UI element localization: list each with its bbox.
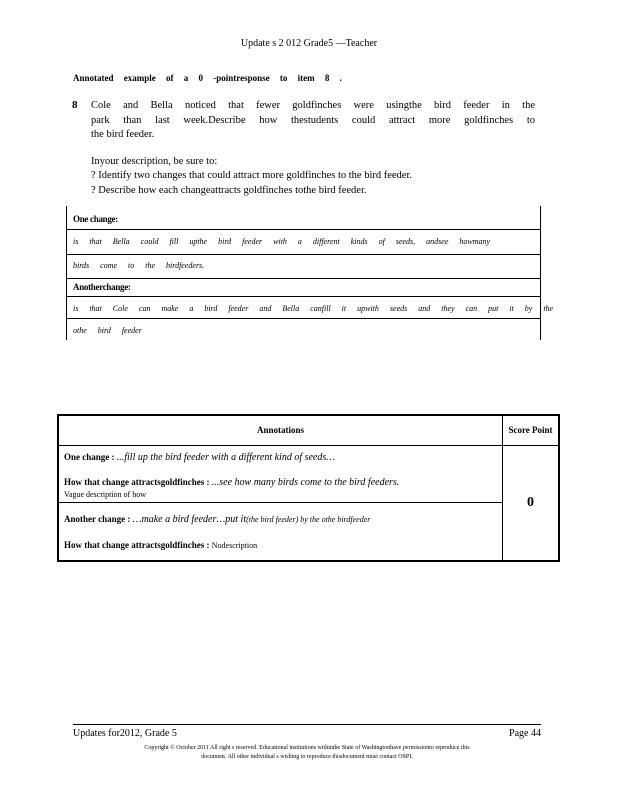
annotation-row-another-change <box>64 514 370 525</box>
question-line-2: park than last week.Describe how thestudents could attract more goldfinches to <box>91 114 535 126</box>
annotations-body <box>58 445 503 561</box>
annotation-quote-rest: (the bird feeder) by the othe birdfeeder <box>246 514 371 524</box>
question-number: 8 <box>72 99 78 111</box>
copyright-notice <box>73 744 541 762</box>
response-rule <box>67 229 540 230</box>
bullet-identify: ? Identify two changes that could attract more goldfinches to the bird feeder. <box>91 170 413 181</box>
response-label-one-change: One change: <box>73 214 118 224</box>
annotation-row-how-1 <box>64 477 399 488</box>
annotations-header: Annotations <box>58 415 503 445</box>
annotation-note-vague: Vague description of how <box>64 489 146 499</box>
response-rule <box>67 318 540 319</box>
question-line-1: Cole and Bella noticed that fewer goldfinches were usingthe bird feeder in the <box>91 100 535 111</box>
annotation-label: How that change attractsgoldfinches : <box>64 476 210 487</box>
annotation-quote: ...fill up the bird feeder with a different kind of seeds… <box>116 451 336 463</box>
response-text-1b: birds come to the birdfeeders. <box>73 261 205 270</box>
response-rule <box>67 278 540 279</box>
annotation-note-no-description: Nodescription <box>211 540 258 550</box>
annotations-table <box>57 414 560 562</box>
question-instruction: Inyour description, be sure to: <box>91 156 218 167</box>
response-text-2a: is that Cole can make a bird feeder and Bella canfill it upwith seeds and they can put it by the <box>73 304 554 313</box>
annotated-example-title: Annotated example of a 0 -pointresponse to item 8 . <box>73 73 342 83</box>
annotation-label: How that change attractsgoldfinches : <box>64 539 210 550</box>
student-response-box <box>66 206 554 340</box>
annotation-quote: …make a bird feeder…put it <box>132 513 247 525</box>
question-text <box>91 99 535 143</box>
annotation-quote: ...see how many birds come to the bird feeders. <box>211 476 400 488</box>
copyright-line-2: document. All other individual s wishing to reproduce thisdocument must contact OSPI. <box>201 754 413 760</box>
response-text-2b: othe bird feeder <box>73 326 142 335</box>
response-rule <box>67 296 540 297</box>
score-point-header: Score Point <box>503 415 560 445</box>
page-header: Update s 2 012 Grade5 —Teacher <box>240 38 378 49</box>
response-text-1a: is that Bella could fill upthe bird feeder with a different kinds of seeds, andsee howmany <box>73 237 491 246</box>
annotation-row-how-2 <box>64 540 257 550</box>
score-value: 0 <box>503 445 560 561</box>
annotation-label: Another change : <box>64 513 131 524</box>
response-label-another-change: Anotherchange: <box>73 282 131 292</box>
footer-left: Updates for2012, Grade 5 <box>73 728 177 739</box>
copyright-line-1: Copyright © October 2011 All right s reserved. Educational institutions withinthe State of Washingtonhave permissionto reproduce this <box>144 745 470 751</box>
page-number: Page 44 <box>509 728 541 739</box>
annotation-row-one-change <box>64 452 335 463</box>
page-footer <box>73 724 541 739</box>
bullet-describe: ? Describe how each changeattracts goldfinches tothe bird feeder. <box>91 185 367 196</box>
response-rule <box>67 254 540 255</box>
annotation-divider <box>59 502 502 503</box>
question-line-3: the bird feeder. <box>91 129 155 140</box>
annotation-label: One change : <box>64 451 115 462</box>
